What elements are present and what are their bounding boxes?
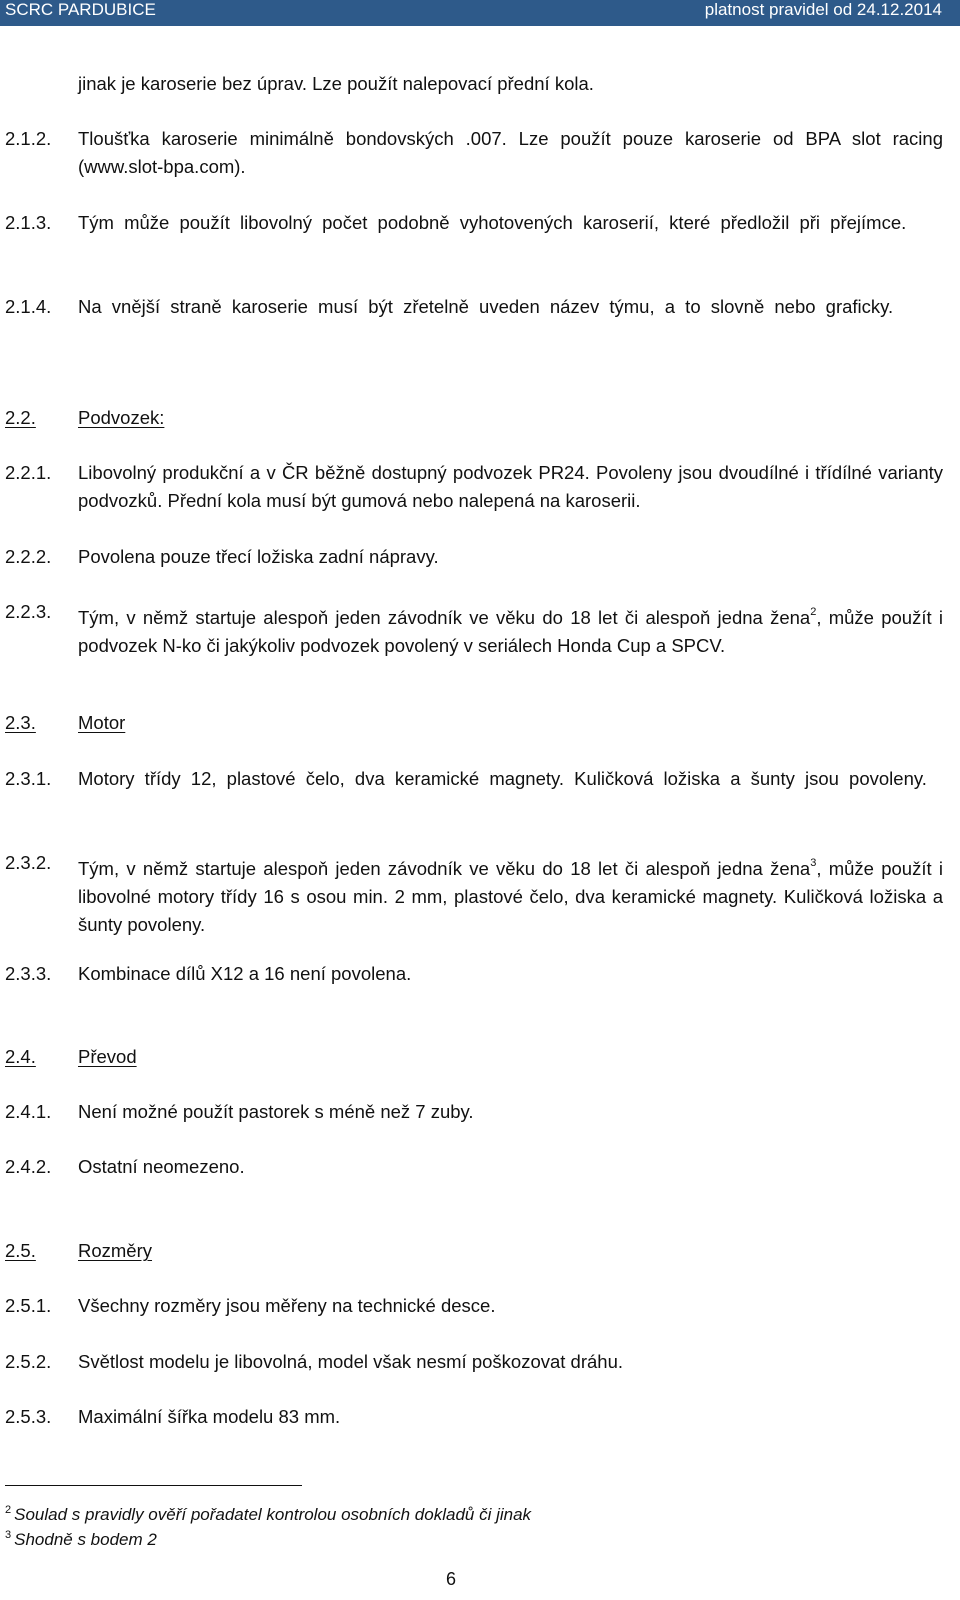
rule-number: 2.3.1. bbox=[5, 768, 52, 789]
section-title: Podvozek: bbox=[78, 407, 165, 428]
footnote-2 bbox=[5, 1499, 531, 1526]
rule-item-2-1-2 bbox=[5, 125, 943, 181]
rule-item-2-3-1 bbox=[5, 765, 943, 793]
rule-text: Na vnější straně karoserie musí být zřetelně uveden název týmu, a to slovně nebo graficky. bbox=[78, 296, 894, 317]
footnote-text: Shodně s bodem 2 bbox=[14, 1530, 157, 1549]
section-title: Převod bbox=[78, 1046, 137, 1067]
footnote-ref-3: 3 bbox=[810, 857, 817, 869]
rule-item-2-5-3 bbox=[5, 1403, 943, 1431]
rule-text: Tým, v němž startuje alespoň jeden závodník ve věku do 18 let či alespoň jedna žena$^2$, může použít i podvozek N-ko či jakýkoliv podvozek povolený v seriálech Honda Cup a SPCV. bbox=[78, 606, 944, 656]
rule-text: Světlost modelu je libovolná, model však nesmí poškozovat dráhu. bbox=[78, 1351, 624, 1372]
rule-text: Libovolný produkční a v ČR běžně dostupný podvozek PR24. Povoleny jsou dvoudílné i třídílné varianty podvozků. Přední kola musí být gumová nebo nalepená na karoserii. bbox=[78, 462, 943, 511]
rule-number: 2.3.2. bbox=[5, 852, 52, 873]
section-number: 2.4. bbox=[5, 1046, 36, 1067]
rule-number: 2.4.2. bbox=[5, 1156, 52, 1177]
rule-item-2-1-4 bbox=[5, 293, 943, 321]
continuation-text: jinak je karoserie bez úprav. Lze použít nalepovací přední kola. bbox=[78, 73, 594, 94]
rule-text: Není možné použít pastorek s méně než 7 zuby. bbox=[78, 1101, 474, 1122]
rule-number: 2.1.3. bbox=[5, 212, 52, 233]
rule-item-2-3-3 bbox=[5, 960, 943, 988]
rule-text: Kombinace dílů X12 a 16 není povolena. bbox=[78, 963, 412, 984]
section-number: 2.5. bbox=[5, 1240, 36, 1261]
footnote-text: Soulad s pravidly ověří pořadatel kontrolou osobních dokladů či jinak bbox=[14, 1505, 532, 1524]
section-title: Rozměry bbox=[78, 1240, 153, 1261]
page-number: 6 bbox=[446, 1569, 457, 1589]
rule-number: 2.1.2. bbox=[5, 128, 52, 149]
rule-item-2-2-3 bbox=[5, 598, 943, 660]
section-heading-podvozek bbox=[5, 404, 165, 432]
rule-item-2-1-3 bbox=[5, 209, 943, 237]
rule-text: Tloušťka karoserie minimálně bondovských .007. Lze použít pouze karoserie od BPA slot racing (www.slot-bpa.com). bbox=[78, 128, 943, 177]
footnote-separator bbox=[5, 1485, 302, 1486]
rule-number: 2.2.1. bbox=[5, 462, 52, 483]
footnote-3 bbox=[5, 1524, 157, 1551]
rule-item-2-2-2 bbox=[5, 543, 943, 571]
section-number: 2.3. bbox=[5, 712, 36, 733]
footnote-ref-2: 2 bbox=[810, 606, 817, 618]
rule-item-2-5-2 bbox=[5, 1348, 943, 1376]
rule-text: Tým, v němž startuje alespoň jeden závodník ve věku do 18 let či alespoň jedna žena$^3$, může použít i libovolné motory třídy 16 s osou min. 2 mm, plastové čelo, dva keramické magnety. Kuličková ložiska a šunty povoleny. bbox=[78, 857, 944, 935]
rule-text: Tým může použít libovolný počet podobně vyhotovených karoserií, které předložil při přejímce. bbox=[78, 212, 907, 233]
rule-number: 2.2.2. bbox=[5, 546, 52, 567]
footnote-mark: 3 bbox=[5, 1529, 12, 1541]
rule-item-2-3-2 bbox=[5, 849, 943, 939]
rule-item-2-5-1 bbox=[5, 1292, 943, 1320]
rule-number: 2.2.3. bbox=[5, 601, 52, 622]
section-heading-rozmery bbox=[5, 1237, 153, 1265]
rule-number: 2.5.2. bbox=[5, 1351, 52, 1372]
section-title: Motor bbox=[78, 712, 126, 733]
section-number: 2.2. bbox=[5, 407, 36, 428]
rule-text: Ostatní neomezeno. bbox=[78, 1156, 245, 1177]
rule-text: Maximální šířka modelu 83 mm. bbox=[78, 1406, 341, 1427]
rule-text: Všechny rozměry jsou měřeny na technické desce. bbox=[78, 1295, 496, 1316]
header-organization: SCRC PARDUBICE bbox=[5, 0, 156, 19]
section-heading-motor bbox=[5, 709, 145, 737]
rule-number: 2.5.1. bbox=[5, 1295, 52, 1316]
footnote-mark: 2 bbox=[5, 1504, 12, 1516]
rule-number: 2.3.3. bbox=[5, 963, 52, 984]
header-validity-date: platnost pravidel od 24.12.2014 bbox=[704, 0, 942, 19]
section-heading-prevod bbox=[5, 1043, 145, 1071]
rule-item-2-4-2 bbox=[5, 1153, 943, 1181]
rule-number: 2.1.4. bbox=[5, 296, 52, 317]
rule-number: 2.4.1. bbox=[5, 1101, 52, 1122]
rule-item-2-2-1 bbox=[5, 459, 943, 515]
rule-text: Motory třídy 12, plastové čelo, dva keramické magnety. Kuličková ložiska a šunty jsou povoleny. bbox=[78, 768, 927, 789]
page-header bbox=[0, 0, 960, 26]
rule-item-2-4-1 bbox=[5, 1098, 943, 1126]
rule-text: Povolena pouze třecí ložiska zadní nápravy. bbox=[78, 546, 439, 567]
rule-number: 2.5.3. bbox=[5, 1406, 52, 1427]
